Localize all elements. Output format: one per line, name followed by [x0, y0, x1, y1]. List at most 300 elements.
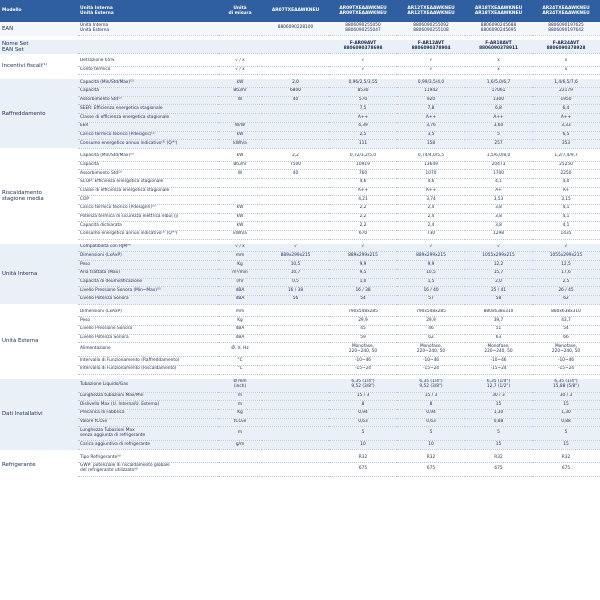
- spec-row: [0, 187, 600, 196]
- row-label-line: Unità Esterna: [80, 27, 110, 33]
- value-cell: 15: [532, 441, 600, 450]
- value-line: 12,7 (1/2"): [486, 384, 511, 390]
- row-label: [78, 114, 218, 123]
- value-cell: [262, 357, 329, 366]
- value-cell: 570: [329, 96, 397, 105]
- value-line: 8806090255050: [345, 22, 381, 28]
- value-cell: [329, 343, 397, 357]
- value-cell: [262, 213, 329, 222]
- row-label: [78, 244, 218, 252]
- row-label-line: Classe di efficienza energetica stagionale: [80, 188, 170, 193]
- value-line: 6,35 (1/4"): [486, 379, 511, 385]
- spec-row: [0, 454, 600, 462]
- spec-row: [0, 379, 600, 393]
- value-cell: [262, 462, 329, 476]
- row-label: [78, 334, 218, 343]
- value-cell: 1070: [397, 170, 465, 179]
- row-label-line: Lunghezza tubazioni Max/Min: [80, 393, 144, 399]
- unit-cell: kW: [218, 153, 262, 161]
- unit-cell: [218, 187, 262, 196]
- spec-row: [0, 278, 600, 287]
- value-line: F-AR12AVT: [417, 40, 445, 46]
- value-cell: [329, 22, 397, 36]
- spec-row: [0, 357, 600, 366]
- unit-cell: dBA: [218, 287, 262, 296]
- spec-row: [0, 196, 600, 205]
- group-label: [0, 153, 78, 239]
- value-line: 8806090255047: [345, 27, 381, 33]
- value-cell: 8: [329, 401, 397, 410]
- header-model-code: AR24TXEAAWKNEU AR24TXEAAWKNEU: [532, 0, 600, 22]
- value-cell: [262, 58, 329, 66]
- value-cell: A++: [397, 114, 465, 123]
- row-label-line: GWP: potenziale di riscaldamento globale: [80, 463, 170, 469]
- unit-cell: [218, 178, 262, 187]
- value-line: 8806090378698: [343, 45, 383, 51]
- value-cell: 0,96/2,5/3,55: [329, 79, 397, 87]
- spec-row: [0, 22, 600, 36]
- spec-row: [0, 153, 600, 161]
- spec-row: [0, 366, 600, 375]
- spec-row: [0, 309, 600, 317]
- value-cell: -15~24: [397, 366, 465, 375]
- row-label: [78, 140, 218, 149]
- value-cell: 15: [532, 401, 600, 410]
- value-cell: 2,4: [397, 222, 465, 231]
- row-label-line: Capacità dichiarata: [80, 222, 122, 228]
- value-cell: [397, 379, 465, 393]
- value-cell: -10~46: [465, 357, 532, 366]
- value-cell: 2,0: [465, 278, 532, 287]
- unit-cell: √ / x: [218, 58, 262, 66]
- group-label: Unità Esterna: [0, 309, 78, 375]
- value-cell: 11942: [397, 88, 465, 97]
- value-cell: 730: [397, 231, 465, 240]
- row-label-line: SEER: Efficienza energetica stagionale: [80, 105, 163, 111]
- group-label-line: Nome Set: [2, 40, 29, 47]
- value-cell: 880x638x310: [532, 309, 600, 317]
- value-cell: [262, 114, 329, 123]
- value-cell: [397, 343, 465, 357]
- row-label: [78, 205, 218, 214]
- value-line: F-AR24AVT: [552, 40, 580, 46]
- unit-cell: kWh/a: [218, 231, 262, 240]
- spec-row: [0, 161, 600, 170]
- value-line: 220~240, 50: [348, 348, 378, 354]
- value-cell: 6,8: [465, 105, 532, 114]
- unit-cell: tCO₂e: [218, 418, 262, 427]
- value-cell: 16 / 38: [262, 287, 329, 296]
- unit-cell: [218, 196, 262, 205]
- value-cell: 58: [465, 295, 532, 304]
- value-cell: 1,30: [532, 410, 600, 419]
- row-label-line: Intervallo di Funzionamento (Riscaldamento): [80, 366, 177, 372]
- value-cell: 15 / 3: [397, 392, 465, 401]
- unit-line: (inch): [233, 384, 247, 390]
- row-label-line: COP: [80, 196, 89, 202]
- row-label: [78, 88, 218, 97]
- row-label: [78, 410, 218, 419]
- unit-cell: l/hr: [218, 278, 262, 287]
- value-cell: [262, 325, 329, 334]
- unit-cell: g/m: [218, 441, 262, 450]
- value-cell: √: [532, 244, 600, 252]
- row-label-line: Capacità: [80, 161, 99, 167]
- row-label: [78, 161, 218, 170]
- value-cell: [262, 178, 329, 187]
- value-line: Monofase,: [351, 343, 375, 349]
- value-cell: R32: [532, 454, 600, 462]
- row-label-line: SCOP: Efficienza energetica stagionale: [80, 179, 164, 185]
- value-cell: 2,5: [532, 278, 600, 287]
- unit-cell: dBA: [218, 295, 262, 304]
- spec-row: [0, 222, 600, 231]
- value-cell: 1055x299x215: [532, 252, 600, 261]
- row-label-line: Unità Interna: [80, 22, 109, 28]
- unit-cell: [218, 22, 262, 36]
- row-label: [78, 187, 218, 196]
- value-cell: 15: [465, 401, 532, 410]
- value-cell: √: [397, 66, 465, 75]
- row-label: [78, 325, 218, 334]
- value-cell: 2,2: [329, 222, 397, 231]
- unit-cell: m: [218, 401, 262, 410]
- group-label-line: stagione media: [2, 196, 44, 203]
- value-cell: A++: [329, 114, 397, 123]
- row-label-line: Dimensioni (LxAxP): [80, 308, 122, 314]
- value-cell: 10,5: [262, 261, 329, 270]
- value-cell: 2,2: [262, 153, 329, 161]
- value-cell: [262, 196, 329, 205]
- value-cell: 2,2: [329, 205, 397, 214]
- value-cell: √: [397, 244, 465, 252]
- value-cell: 0,94: [329, 410, 397, 419]
- spec-row: [0, 140, 600, 149]
- value-cell: -10~46: [329, 357, 397, 366]
- row-label: [78, 105, 218, 114]
- header-model-code: AR09TXEAAWKNEU AR09TXEAAWKNEU: [329, 0, 397, 22]
- value-cell: 880x638x310: [465, 309, 532, 317]
- value-cell: A+: [465, 187, 532, 196]
- row-label: [78, 252, 218, 261]
- group-label: EAN: [0, 22, 78, 36]
- spec-row: [0, 178, 600, 187]
- value-cell: 2,2: [329, 213, 397, 222]
- value-cell: 675: [329, 462, 397, 476]
- value-cell: 353: [532, 140, 600, 149]
- spec-row: [0, 244, 600, 252]
- value-cell: 7,8: [397, 105, 465, 114]
- value-cell: 54: [329, 295, 397, 304]
- value-cell: 4,1: [532, 222, 600, 231]
- row-label: [78, 153, 218, 161]
- row-label-line: Valore tCO₂e: [80, 419, 108, 425]
- value-cell: [262, 140, 329, 149]
- value-cell: 0,94: [397, 410, 465, 419]
- row-label: [78, 454, 218, 462]
- value-cell: 889x299x215: [262, 252, 329, 261]
- value-cell: 3,8: [465, 205, 532, 214]
- value-cell: R32: [329, 454, 397, 462]
- row-label: [78, 427, 218, 441]
- unit-cell: m: [218, 427, 262, 441]
- value-cell: 15 / 3: [329, 392, 397, 401]
- row-label-line: Livello Pressione Sonora (Min~Max)⁽⁵⁾: [80, 287, 161, 293]
- value-cell: 2,4: [397, 213, 465, 222]
- value-cell: x: [465, 66, 532, 75]
- value-cell: 0,88: [532, 418, 600, 427]
- header-model-code: AR18TXEAAWKNEU AR18TXEAAWKNEU: [465, 0, 532, 22]
- unit-cell: W: [218, 170, 262, 179]
- value-cell: 889x299x215: [329, 252, 397, 261]
- spec-row: [0, 418, 600, 427]
- value-cell: 10919: [329, 161, 397, 170]
- row-label: [78, 96, 218, 105]
- unit-cell: dBA: [218, 334, 262, 343]
- unit-cell: kW: [218, 213, 262, 222]
- unit-cell: [218, 40, 262, 54]
- value-cell: 63: [465, 334, 532, 343]
- value-cell: 1,2/7,4/9,7: [532, 153, 600, 161]
- value-cell: 4,1: [465, 178, 532, 187]
- value-cell: 790x548x285: [397, 309, 465, 317]
- value-cell: 0,72/3,2/5,0: [329, 153, 397, 161]
- group-label: Dati Installativi: [0, 379, 78, 450]
- row-label-line: Consumo energetico annuo indicativo⁽³⁾ (Q⁽⁴⁾): [80, 140, 178, 146]
- row-label-line: Conto termico: [80, 67, 111, 73]
- value-cell: [329, 40, 397, 54]
- value-cell: [262, 317, 329, 326]
- row-label-line: Lunghezza Tubazioni Max: [80, 428, 135, 433]
- value-cell: 3,8: [465, 213, 532, 222]
- value-cell: 40: [262, 96, 329, 105]
- value-cell: 0,88: [465, 418, 532, 427]
- row-label-line: Carica aggiuntiva di refrigerante: [80, 441, 151, 447]
- value-cell: 9,5: [329, 269, 397, 278]
- value-cell: [262, 410, 329, 419]
- unit-cell: Btu/hr: [218, 161, 262, 170]
- value-line: F-AR09AVT: [349, 40, 377, 46]
- value-cell: 30 / 3: [465, 392, 532, 401]
- value-line: Monofase,: [487, 343, 510, 349]
- value-cell: √: [329, 58, 397, 66]
- unit-cell: [218, 105, 262, 114]
- spec-row: [0, 287, 600, 296]
- spec-row: [0, 105, 600, 114]
- value-cell: [262, 401, 329, 410]
- row-label-line: Consumo energetico annuo indicativo⁽³⁾ (Q⁽⁴⁾): [80, 231, 178, 237]
- value-cell: 1298: [465, 231, 532, 240]
- value-cell: 1,6/5,0/6,7: [465, 79, 532, 87]
- spec-row: [0, 252, 600, 261]
- unit-cell: Kg: [218, 410, 262, 419]
- value-cell: [262, 40, 329, 54]
- spec-row: [0, 40, 600, 54]
- value-cell: 3,8: [465, 222, 532, 231]
- value-cell: [262, 334, 329, 343]
- value-cell: 1,5: [397, 278, 465, 287]
- spec-row: [0, 295, 600, 304]
- row-label: [78, 317, 218, 326]
- value-line: 6,35 (1/4"): [351, 379, 375, 385]
- value-cell: 3,74: [397, 196, 465, 205]
- value-cell: [262, 105, 329, 114]
- row-label: [78, 222, 218, 231]
- value-cell: [262, 205, 329, 214]
- unit-cell: m: [218, 392, 262, 401]
- value-cell: R32: [465, 454, 532, 462]
- unit-cell: kW: [218, 205, 262, 214]
- value-cell: [262, 454, 329, 462]
- value-cell: 2,0: [262, 79, 329, 87]
- row-label-line: Alimentazione: [80, 346, 111, 352]
- row-label: [78, 66, 218, 75]
- value-cell: 5: [465, 427, 532, 441]
- value-cell: 59: [329, 334, 397, 343]
- value-cell: 15: [465, 441, 532, 450]
- row-label-line: senza aggiunta di refrigerante: [80, 432, 146, 438]
- value-cell: 25 / 41: [465, 287, 532, 296]
- value-cell: 158: [397, 140, 465, 149]
- row-label-line: Livello Potenza Sonora: [80, 296, 129, 302]
- value-cell: 0,99/3,5/4,0: [397, 79, 465, 87]
- value-line: 8806090255108: [413, 27, 449, 33]
- unit-cell: °C: [218, 366, 262, 375]
- value-cell: 2,4: [397, 205, 465, 214]
- spec-row: [0, 96, 600, 105]
- value-cell: 8530: [329, 88, 397, 97]
- value-cell: -15~24: [465, 366, 532, 375]
- header-unit-names: Unità Interna Unità Esterna: [78, 0, 218, 22]
- value-cell: 5: [465, 131, 532, 140]
- spec-row: [0, 392, 600, 401]
- row-label-line: Compatibilità con RJM⁽⁴⁾: [80, 244, 131, 250]
- value-cell: 4,1: [532, 205, 600, 214]
- value-cell: 10,7: [262, 269, 329, 278]
- value-cell: 4,0: [532, 178, 600, 187]
- row-label-line: Livello Potenza Sonora: [80, 335, 129, 340]
- row-label: [78, 295, 218, 304]
- row-label: [78, 58, 218, 66]
- row-label-line: Intervallo di Funzionamento (Raffreddamento): [80, 357, 180, 363]
- value-cell: 46: [397, 325, 465, 334]
- value-cell: 13649: [397, 161, 465, 170]
- unit-cell: [218, 379, 262, 393]
- value-cell: 0,5: [262, 278, 329, 287]
- row-label: [78, 231, 218, 240]
- value-cell: [262, 441, 329, 450]
- group-label: Incentivi fiscali⁽¹⁾: [0, 58, 78, 75]
- value-cell: 3,53: [465, 196, 532, 205]
- value-line: Monofase,: [554, 343, 578, 349]
- row-label-line: Capacità: [80, 88, 99, 94]
- value-cell: [532, 40, 600, 54]
- value-cell: [262, 231, 329, 240]
- value-cell: 12,5: [532, 261, 600, 270]
- row-label: [78, 418, 218, 427]
- value-cell: [262, 427, 329, 441]
- spec-row: [0, 462, 600, 476]
- row-label-line: Aria trattata (Max): [80, 270, 120, 276]
- value-cell: x: [465, 58, 532, 66]
- value-line: 8806090197625: [548, 22, 584, 28]
- row-label: [78, 309, 218, 317]
- value-line: 9,52 (3/8"): [419, 384, 443, 390]
- spec-row: [0, 66, 600, 75]
- value-cell: √: [465, 244, 532, 252]
- value-cell: 3,33: [532, 122, 600, 131]
- value-cell: 9,9: [397, 261, 465, 270]
- row-label: [78, 462, 218, 476]
- value-cell: [262, 222, 329, 231]
- row-label-line: Livello Pressione Sonora: [80, 326, 133, 332]
- value-cell: 4,6: [397, 178, 465, 187]
- value-cell: [329, 379, 397, 393]
- value-cell: [465, 40, 532, 54]
- value-cell: 4,6: [329, 178, 397, 187]
- value-cell: A++: [532, 114, 600, 123]
- row-label-line: del refrigerante utilizzato⁽⁶⁾: [80, 468, 139, 474]
- value-line: 6,35 (1/4"): [419, 379, 443, 385]
- spec-body: [0, 22, 600, 476]
- spec-row: [0, 325, 600, 334]
- unit-cell: kW: [218, 222, 262, 231]
- value-cell: 3,76: [397, 122, 465, 131]
- value-cell: [262, 418, 329, 427]
- row-label: [78, 79, 218, 87]
- value-cell: x: [532, 66, 600, 75]
- value-cell: 66: [532, 334, 600, 343]
- value-cell: 4,39: [329, 122, 397, 131]
- value-cell: 2,5: [329, 131, 397, 140]
- row-label: [78, 22, 218, 36]
- unit-cell: [218, 462, 262, 476]
- value-cell: 29,9: [329, 317, 397, 326]
- value-cell: 1,30: [465, 410, 532, 419]
- spec-row: [0, 205, 600, 214]
- value-cell: 675: [465, 462, 532, 476]
- value-cell: 2250: [532, 170, 600, 179]
- value-cell: 1700: [465, 170, 532, 179]
- row-label: [78, 122, 218, 131]
- value-cell: 1,0: [329, 278, 397, 287]
- row-label: [78, 196, 218, 205]
- row-label: [78, 366, 218, 375]
- spec-row: [0, 269, 600, 278]
- value-cell: -10~46: [397, 357, 465, 366]
- value-cell: 54: [532, 325, 600, 334]
- spec-row: [0, 122, 600, 131]
- value-cell: 4,1: [532, 213, 600, 222]
- spec-row: [0, 401, 600, 410]
- value-line: 9,52 (3/8"): [351, 384, 375, 390]
- row-label: [78, 269, 218, 278]
- value-cell: [465, 343, 532, 357]
- value-cell: 9,9: [329, 261, 397, 270]
- value-cell: 26 / 45: [532, 287, 600, 296]
- value-cell: 6800: [262, 88, 329, 97]
- value-cell: 16 / 40: [397, 287, 465, 296]
- value-cell: 5: [329, 427, 397, 441]
- value-cell: 29,9: [397, 317, 465, 326]
- value-cell: 257: [465, 140, 532, 149]
- value-cell: [262, 122, 329, 131]
- value-cell: -15~24: [532, 366, 600, 375]
- row-label-line: Tipo Refrigerante⁽⁶⁾: [80, 454, 121, 460]
- row-label: [78, 261, 218, 270]
- row-label: [78, 131, 218, 140]
- value-cell: 1950: [532, 96, 600, 105]
